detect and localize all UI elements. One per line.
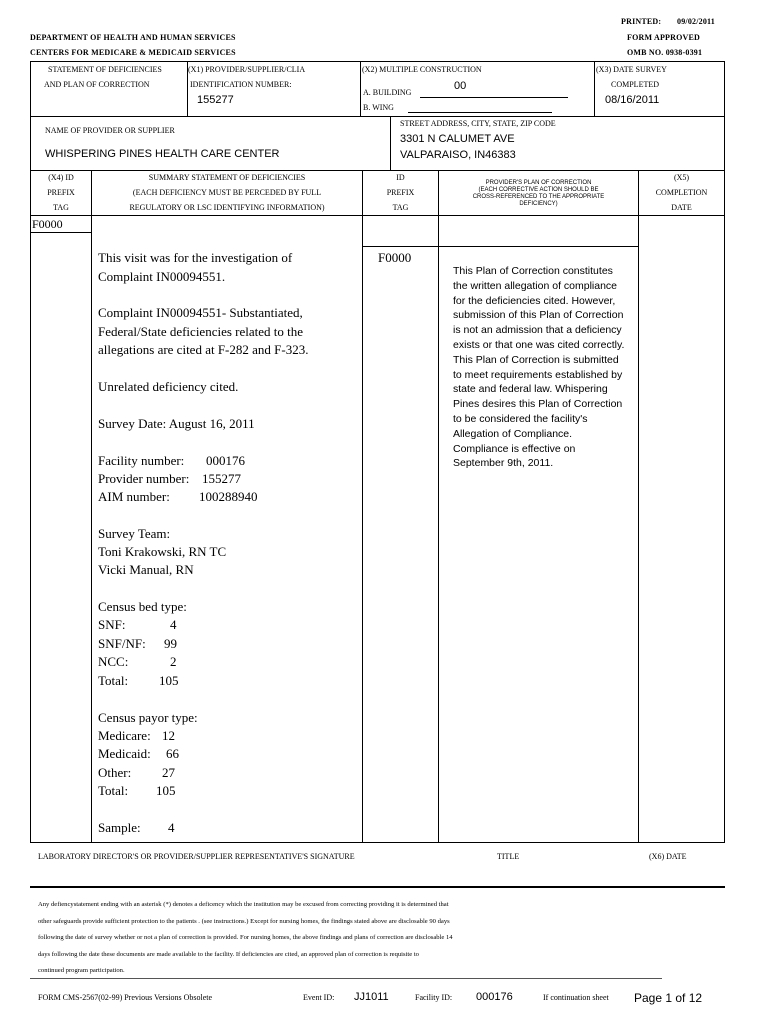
sample-label: Sample: <box>98 820 141 835</box>
rule-bottom <box>30 842 725 843</box>
complaint-line2: Federal/State deficiencies related to the <box>98 323 304 339</box>
payor-other-label: Other: <box>98 765 132 780</box>
summary-note2: REGULATORY OR LSC IDENTIFYING INFORMATION) <box>129 203 325 212</box>
address-line1: 3301 N CALUMET AVE <box>400 133 515 145</box>
rule-x3 <box>594 61 595 116</box>
survey-team-label: Survey Team: <box>98 526 171 541</box>
summary-label: SUMMARY STATEMENT OF DEFICIENCIES <box>148 173 306 182</box>
unrelated-line: Unrelated deficiency cited. <box>98 379 239 394</box>
building-value: 00 <box>454 80 467 92</box>
wing-label: B. WING <box>363 103 394 112</box>
rule-tag-under <box>30 232 92 233</box>
provider-id-value: 155277 <box>197 94 234 106</box>
payor-total-label: Total: <box>98 783 129 798</box>
bed-snfnf-label: SNF/NF: <box>98 636 146 651</box>
rule-top <box>30 61 725 62</box>
survey-team-member: Toni Krakowski, RN TC <box>98 544 227 559</box>
printed-label: PRINTED: <box>621 17 662 26</box>
x5-completion-label: COMPLETION <box>655 188 708 197</box>
x3-label: (X3) DATE SURVEY <box>596 65 667 74</box>
bed-total-value: 105 <box>159 673 179 688</box>
page-number: Page 1 of 12 <box>634 991 703 1005</box>
plan-note3: DEFICIENCY) <box>519 201 558 207</box>
payor-medicaid-label: Medicaid: <box>98 746 151 761</box>
bed-snf-value: 4 <box>170 617 177 632</box>
footnote-line: continued program participation. <box>38 967 125 975</box>
form-approved: FORM APPROVED <box>627 33 701 42</box>
footnote-rule <box>30 978 662 979</box>
rule-id-under <box>362 246 438 247</box>
provider-number-value: 155277 <box>202 471 241 486</box>
x1-label: (X1) PROVIDER/SUPPLIER/CLIA <box>188 65 306 74</box>
visit-line1: This visit was for the investigation of <box>98 250 293 265</box>
printed-date: 09/02/2011 <box>677 17 716 26</box>
payor-medicare-value: 12 <box>162 728 175 743</box>
survey-date-line: Survey Date: August 16, 2011 <box>98 416 255 431</box>
form-number: FORM CMS-2567(02-99) Previous Versions Obsolete <box>38 993 213 1002</box>
centers-name: CENTERS FOR MEDICARE & MEDICAID SERVICES <box>30 48 236 57</box>
x2-label: (X2) MULTIPLE CONSTRUCTION <box>362 65 482 74</box>
aim-number-label: AIM number: <box>98 489 170 504</box>
survey-date-value: 08/16/2011 <box>605 94 660 106</box>
payor-medicare-label: Medicare: <box>98 728 151 743</box>
x4-tag-label: TAG <box>53 203 69 212</box>
bed-ncc-value: 2 <box>170 654 177 669</box>
x3-completed-label: COMPLETED <box>611 80 659 89</box>
rule-row3 <box>30 215 725 216</box>
facility-id-label: Facility ID: <box>415 993 453 1002</box>
footnote-line: days following the date these documents are made available to the facility. If deficiencies are cited, an approved plan of correction is requisite to <box>38 950 419 958</box>
rule-col-id <box>438 170 439 843</box>
facility-number-value: 000176 <box>206 453 245 468</box>
payor-medicaid-value: 66 <box>166 746 179 761</box>
bed-snfnf-value: 99 <box>164 636 177 651</box>
aim-number-value: 100288940 <box>199 489 258 504</box>
bed-snf-label: SNF: <box>98 617 126 632</box>
title-label: TITLE <box>497 852 520 861</box>
address-label: STREET ADDRESS, CITY, STATE, ZIP CODE <box>400 119 556 128</box>
omb-number: OMB NO. 0938-0391 <box>627 48 703 57</box>
visit-line2: Complaint IN00094551. <box>98 268 226 284</box>
rule-row1 <box>30 116 725 117</box>
complaint-paragraph <box>98 304 308 360</box>
payor-other-value: 27 <box>162 765 175 780</box>
sample-value: 4 <box>168 820 175 835</box>
id-prefix-label: PREFIX <box>386 188 415 197</box>
wing-underline <box>408 112 552 113</box>
rule-right <box>724 61 725 843</box>
event-id-label: Event ID: <box>303 993 335 1002</box>
summary-note1: (EACH DEFICIENCY MUST BE PERCEDED BY FULL <box>132 188 322 197</box>
continuation-label: If continuation sheet <box>543 993 609 1002</box>
statement-label: STATEMENT OF DEFICIENCIES <box>48 65 162 74</box>
plan-label: PROVIDER'S PLAN OF CORRECTION <box>485 180 592 186</box>
x6-date-label: (X6) DATE <box>649 852 687 861</box>
tag-left: F0000 <box>32 217 63 231</box>
rule-x2 <box>360 61 361 116</box>
tag-right: F0000 <box>378 250 412 265</box>
census-bed-label: Census bed type: <box>98 599 187 614</box>
census-payor-label: Census payor type: <box>98 710 198 725</box>
footnote-line: following the date of survey whether or not a plan of correction is provided. For nursing homes, the above findings and plans of correction are disclosable 14 <box>38 934 453 942</box>
rule-address <box>390 116 391 170</box>
x5-label: (X5) <box>673 173 690 182</box>
x4-label: (X4) ID <box>48 173 74 182</box>
bed-total-label: Total: <box>98 673 129 688</box>
id-tag-label: TAG <box>392 203 409 212</box>
x1-identification-label: IDENTIFICATION NUMBER: <box>190 80 292 89</box>
payor-total-value: 105 <box>156 783 176 798</box>
rule-plan-under <box>438 246 638 247</box>
footnote <box>38 897 453 980</box>
building-label: A. BUILDING <box>363 88 412 97</box>
rule-col-summary <box>362 170 363 843</box>
address-line2: VALPARAISO, IN46383 <box>400 149 516 161</box>
provider-name-value: WHISPERING PINES HEALTH CARE CENTER <box>45 148 280 160</box>
signature-rule <box>30 886 725 888</box>
plan-note1: (EACH CORRECTIVE ACTION SHOULD BE <box>478 187 599 193</box>
provider-name-label: NAME OF PROVIDER OR SUPPLIER <box>45 126 175 135</box>
signature-label: LABORATORY DIRECTOR'S OR PROVIDER/SUPPLIER REPRESENTATIVE'S SIGNATURE <box>38 852 355 861</box>
bed-ncc-label: NCC: <box>98 654 129 669</box>
department-name: DEPARTMENT OF HEALTH AND HUMAN SERVICES <box>30 33 236 42</box>
plan-note2: CROSS-REFERENCED TO THE APPROPRIATE <box>472 194 605 200</box>
rule-row2 <box>30 170 725 171</box>
event-id-value: JJ1011 <box>354 991 389 1003</box>
summary-body <box>98 249 292 286</box>
rule-col-plan <box>638 170 639 843</box>
facility-id-value: 000176 <box>476 991 513 1003</box>
complaint-line3: allegations are cited at F-282 and F-323. <box>98 342 309 357</box>
plan-of-correction-label: AND PLAN OF CORRECTION <box>44 80 150 89</box>
complaint-line1: Complaint IN00094551- Substantiated, <box>98 305 303 320</box>
x4-prefix-label: PREFIX <box>47 188 75 197</box>
footnote-line: Any defiencystatement ending with an asterisk (*) denotes a deficency which the institution may be excused from correcting providing it is determined that <box>38 901 449 908</box>
x5-date-label: DATE <box>671 203 692 212</box>
rule-col-tag <box>91 170 92 843</box>
facility-number-label: Facility number: <box>98 453 185 468</box>
provider-number-label: Provider number: <box>98 471 190 486</box>
footnote-line: other safeguards provide sufficient protection to the patients . (see instructions.) Except for nursing homes, the findings stated above are disclosable 90 days <box>38 917 450 925</box>
plan-of-correction-text: This Plan of Correction constitutes the written allegation of compliance for the deficiencies cited. However, submission of this Plan of Correction is not an admission that a deficiency exists or that one was cited correctly. This Plan of Correction is submitted to meet requirements established by state and federal law. Whispering Pines desires this Plan of Correction to be considered the facility's Allegation of Compliance. Compliance is effective on September 9th, 2011. <box>453 265 625 470</box>
survey-team-member: Vicki Manual, RN <box>98 562 194 577</box>
building-underline <box>420 97 568 98</box>
id-label: ID <box>396 173 405 182</box>
